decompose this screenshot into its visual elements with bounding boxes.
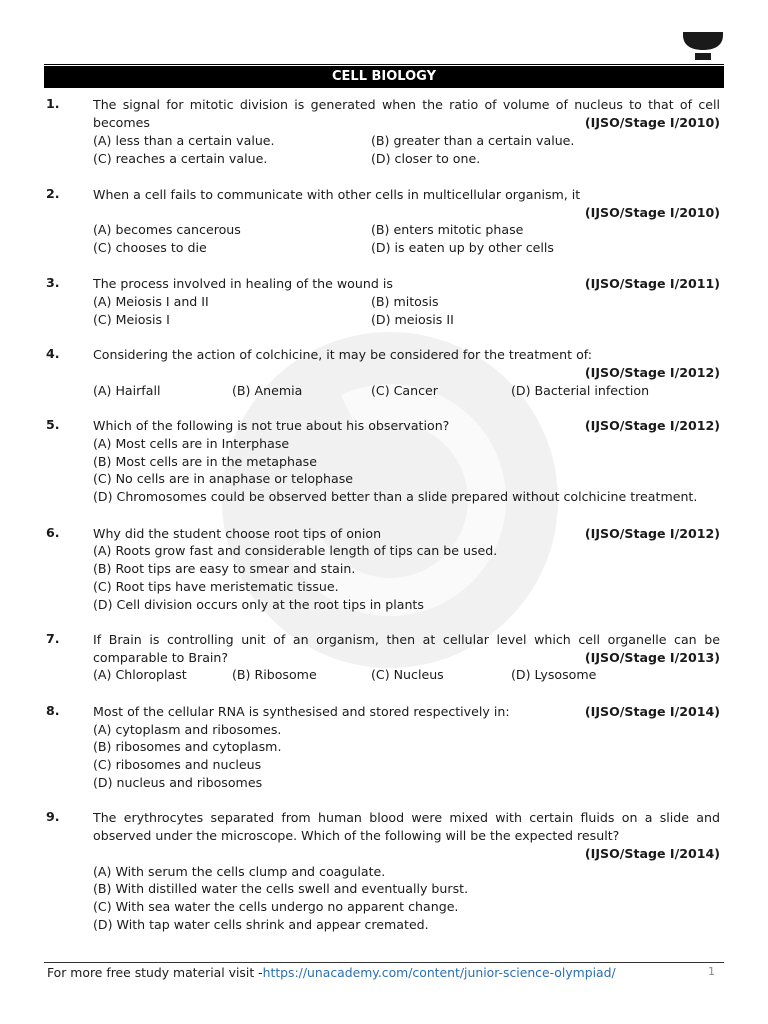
question-number: 1.: [46, 96, 60, 111]
question-number: 5.: [46, 417, 60, 432]
question-source: (IJSO/Stage I/2012): [584, 365, 720, 380]
option-d: (D) Cell division occurs only at the root tips in plants: [93, 597, 424, 612]
question-text: The signal for mitotic division is generated when the ratio of volume of nucleus to that of cell: [93, 97, 720, 112]
option-c: (C) No cells are in anaphase or telophase: [93, 471, 354, 486]
option-b: (B) ribosomes and cytoplasm.: [93, 739, 282, 754]
question-source: (IJSO/Stage I/2013): [584, 650, 720, 665]
question-text: comparable to Brain?: [93, 650, 229, 665]
question-source: (IJSO/Stage I/2010): [584, 115, 720, 130]
option-d: (D) closer to one.: [371, 151, 481, 166]
question-text: Most of the cellular RNA is synthesised and stored respectively in:: [93, 704, 510, 719]
question-number: 3.: [46, 275, 60, 290]
question-number: 9.: [46, 809, 60, 824]
option-c: (C) ribosomes and nucleus: [93, 757, 262, 772]
option-a: (A) becomes cancerous: [93, 222, 241, 237]
page-number: 1: [708, 965, 715, 978]
option-d: (D) With tap water cells shrink and appear cremated.: [93, 917, 429, 932]
option-d: (D) Bacterial infection: [511, 383, 650, 398]
option-d: (D) nucleus and ribosomes: [93, 775, 263, 790]
question-text: If Brain is controlling unit of an organism, then at cellular level which cell organelle can be: [93, 632, 720, 647]
option-a: (A) With serum the cells clump and coagulate.: [93, 864, 386, 879]
option-b: (B) Root tips are easy to smear and stain.: [93, 561, 356, 576]
option-c: (C) Nucleus: [371, 667, 444, 682]
question-text: becomes: [93, 115, 150, 130]
option-c: (C) chooses to die: [93, 240, 207, 255]
option-a: (A) Meiosis I and II: [93, 294, 209, 309]
option-b: (B) enters mitotic phase: [371, 222, 524, 237]
option-c: (C) With sea water the cells undergo no apparent change.: [93, 899, 459, 914]
option-b: (B) mitosis: [371, 294, 439, 309]
question-number: 6.: [46, 525, 60, 540]
option-b: (B) Ribosome: [232, 667, 317, 682]
footer-text: For more free study material visit -: [47, 965, 263, 980]
option-d: (D) Chromosomes could be observed better than a slide prepared without colchicine treatment.: [93, 489, 698, 504]
option-d: (D) meiosis II: [371, 312, 454, 327]
option-b: (B) Anemia: [232, 383, 303, 398]
question-number: 8.: [46, 703, 60, 718]
question-text: The erythrocytes separated from human blood were mixed with certain fluids on a slide and: [93, 810, 720, 825]
option-d: (D) is eaten up by other cells: [371, 240, 554, 255]
option-c: (C) Cancer: [371, 383, 438, 398]
question-source: (IJSO/Stage I/2014): [584, 704, 720, 719]
question-number: 7.: [46, 631, 60, 646]
question-text: The process involved in healing of the wound is: [93, 276, 393, 291]
option-c: (C) Meiosis I: [93, 312, 170, 327]
option-a: (A) Hairfall: [93, 383, 161, 398]
question-source: (IJSO/Stage I/2010): [584, 205, 720, 220]
option-c: (C) reaches a certain value.: [93, 151, 268, 166]
question-text: Why did the student choose root tips of onion: [93, 526, 382, 541]
page-title: CELL BIOLOGY: [44, 66, 724, 88]
option-c: (C) Root tips have meristematic tissue.: [93, 579, 339, 594]
option-b: (B) With distilled water the cells swell and eventually burst.: [93, 881, 469, 896]
unacademy-logo-icon: [683, 32, 723, 60]
option-a: (A) cytoplasm and ribosomes.: [93, 722, 282, 737]
option-a: (A) less than a certain value.: [93, 133, 275, 148]
question-source: (IJSO/Stage I/2011): [584, 276, 720, 291]
question-source: (IJSO/Stage I/2014): [584, 846, 720, 861]
question-text: observed under the microscope. Which of the following will be the expected result?: [93, 828, 620, 843]
question-number: 4.: [46, 346, 60, 361]
option-d: (D) Lysosome: [511, 667, 597, 682]
option-a: (A) Most cells are in Interphase: [93, 436, 290, 451]
question-text: Which of the following is not true about his observation?: [93, 418, 450, 433]
footer-link[interactable]: https://unacademy.com/content/junior-science-olympiad/: [262, 965, 616, 980]
option-b: (B) greater than a certain value.: [371, 133, 575, 148]
question-number: 2.: [46, 186, 60, 201]
question-text: Considering the action of colchicine, it may be considered for the treatment of:: [93, 347, 593, 362]
option-a: (A) Chloroplast: [93, 667, 187, 682]
question-source: (IJSO/Stage I/2012): [584, 418, 720, 433]
option-b: (B) Most cells are in the metaphase: [93, 454, 317, 469]
question-text: When a cell fails to communicate with other cells in multicellular organism, it: [93, 187, 581, 202]
question-source: (IJSO/Stage I/2012): [584, 526, 720, 541]
option-a: (A) Roots grow fast and considerable length of tips can be used.: [93, 543, 498, 558]
